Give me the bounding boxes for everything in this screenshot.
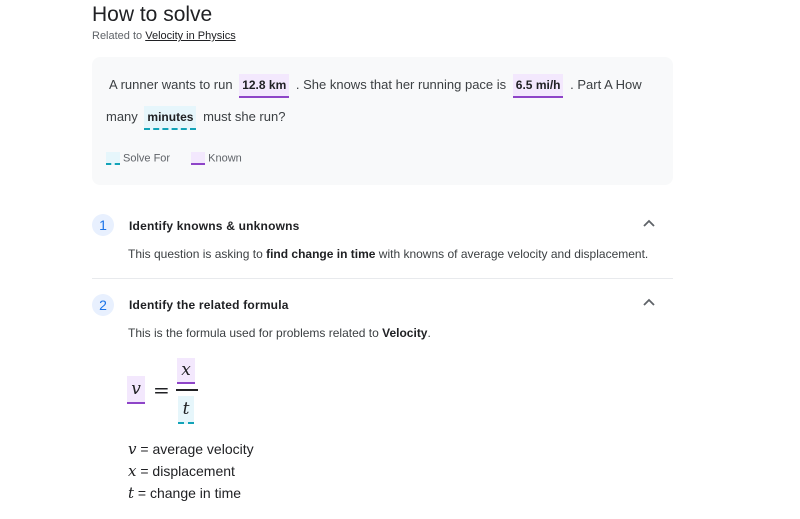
known-swatch [191,152,205,165]
definition-text: = average velocity [136,441,254,457]
chevron-up-icon[interactable] [641,216,657,232]
fraction-bar [176,389,198,391]
problem-card [92,57,673,185]
step-1-title: Identify knowns & unknowns [129,219,300,233]
definition-symbol: x [128,462,137,480]
related-to [92,30,236,42]
definition-row [128,440,254,462]
problem-line-1 [109,74,642,98]
problem-text: A runner wants to run [109,77,233,92]
page-title: How to solve [92,3,213,26]
known-distance: 12.8 km [239,74,289,98]
velocity-formula [127,356,227,426]
step-2-description [128,326,431,340]
known-pace: 6.5 mi/h [513,74,564,98]
step-2-number: 2 [92,294,114,316]
step-1-desc-suffix: with knowns of average velocity and displacement. [378,247,649,261]
step-1-desc-prefix: This question is asking to [128,247,263,261]
solve-for-minutes: minutes [144,106,196,130]
definition-row [128,462,254,484]
problem-line-2 [106,106,285,130]
problem-text: . She knows that her running pace is [295,77,507,92]
solve-for-swatch [106,152,120,165]
related-prefix: Related to [92,30,143,42]
formula-time-var: t [178,396,194,424]
formula-equals: = [153,378,170,402]
related-topic-link[interactable]: Velocity in Physics [145,30,236,42]
variable-definitions [128,440,254,506]
problem-text: . Part A How [570,77,642,92]
formula-velocity-var: v [127,376,145,404]
definition-row [128,484,254,506]
legend [106,152,242,165]
definition-symbol: v [128,440,137,458]
problem-text: must she run? [203,109,286,124]
formula-displacement-var: x [177,358,195,384]
step-2-title: Identify the related formula [129,298,289,312]
legend-known-label: Known [208,152,242,165]
step-2-desc-prefix: This is the formula used for problems related to [128,326,379,340]
definition-symbol: t [128,484,135,502]
chevron-up-icon[interactable] [641,295,657,311]
step-2-desc-suffix: . [427,326,431,340]
step-1-description [128,247,648,261]
step-1-number: 1 [92,214,114,236]
step-1-desc-bold: find change in time [266,247,376,261]
step-2-desc-bold: Velocity [382,326,428,340]
definition-text: = displacement [136,463,235,479]
problem-text: many [106,109,138,124]
step-divider [92,278,673,279]
legend-solve-label: Solve For [123,152,171,165]
definition-text: = change in time [134,485,242,501]
